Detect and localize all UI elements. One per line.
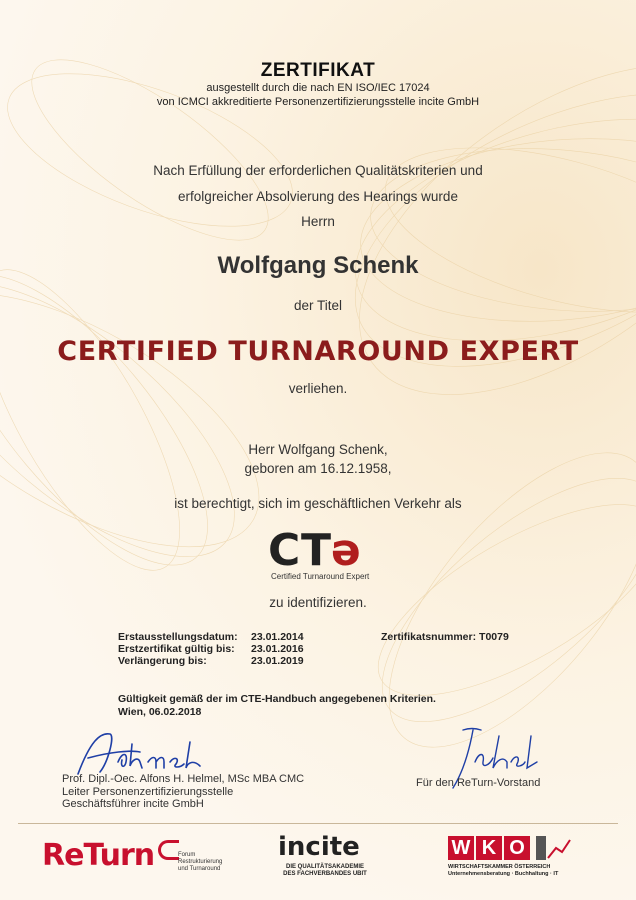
wko-logo [448, 836, 576, 886]
renewal-label: Verlängerung bis: [118, 655, 207, 667]
wko-logo-sub-1: WIRTSCHAFTSKAMMER ÖSTERREICH [448, 864, 551, 870]
return-logo [42, 838, 223, 882]
renewal-value: 23.01.2019 [251, 655, 304, 667]
left-signatory-role-2: Geschäftsführer incite GmbH [62, 798, 204, 810]
return-logo-wordmark: ReTurn [42, 838, 155, 873]
wko-letter-w: W [448, 836, 474, 860]
footer-divider [18, 823, 618, 824]
awarded-text: verliehen. [288, 381, 348, 396]
left-signatory-role-1: Leiter Personenzertifizierungsstelle [62, 785, 234, 798]
statement-line-1: Herr Wolfgang Schenk, [248, 442, 388, 457]
chart-line-icon [536, 836, 572, 862]
statement-line-4: zu identifizieren. [269, 595, 367, 610]
issue-date-value: 23.01.2014 [251, 631, 304, 643]
issuer-line-1: ausgestellt durch die nach EN ISO/IEC 17024 [206, 82, 430, 94]
return-logo-sub-2: Restrukturierung [178, 859, 223, 865]
intro-line-3: Herrn [301, 214, 335, 229]
incite-logo-wordmark: incite [278, 832, 360, 862]
certificate-number [381, 631, 509, 643]
place-date: Wien, 06.02.2018 [118, 706, 202, 718]
certificate-details [118, 631, 304, 667]
issuer-line-2: von ICMCI akkreditierte Personenzertifizierungsstelle incite GmbH [156, 96, 480, 108]
wko-logo-sub-2: Unternehmensberatung · Buchhaltung · IT [448, 871, 559, 877]
statement-line-2: geboren am 16.12.1958, [244, 461, 392, 476]
svg-text:C: C [268, 525, 299, 576]
issue-date-label: Erstausstellungsdatum: [118, 631, 238, 643]
left-signatory [62, 773, 304, 811]
valid-until-label: Erstzertifikat gültig bis: [118, 643, 235, 655]
left-signatory-name: Prof. Dipl.-Oec. Alfons H. Helmel, MSc MBA CMC [62, 773, 305, 785]
valid-until-value: 23.01.2016 [251, 643, 304, 655]
recipient-name: Wolfgang Schenk [217, 252, 419, 279]
svg-text:T: T [301, 525, 332, 576]
cte-tagline: Certified Turnaround Expert [271, 572, 370, 581]
return-logo-sub-1: Forum [178, 852, 196, 858]
incite-logo [272, 832, 378, 884]
validity-note: Gültigkeit gemäß der im CTE-Handbuch angegebenen Kriterien. [118, 693, 436, 705]
return-logo-mark [158, 840, 179, 860]
intro-line-2: erfolgreicher Absolvierung des Hearings wurde [178, 189, 458, 204]
return-logo-sub-3: und Turnaround [178, 866, 221, 872]
certificate-number-label: Zertifikatsnummer: [381, 631, 477, 643]
statement-line-3: ist berechtigt, sich im geschäftlichen Verkehr als [174, 496, 462, 511]
svg-text:ə: ə [331, 525, 361, 576]
wko-letter-o: O [504, 836, 530, 860]
certificate-number-value: T0079 [479, 631, 509, 643]
wko-letter-k: K [476, 836, 502, 860]
incite-logo-sub-1: DIE QUALITÄTSAKADEMIE [286, 864, 364, 870]
right-signatory: Für den ReTurn-Vorstand [416, 777, 541, 789]
incite-logo-sub-2: DES FACHVERBANDES UBIT [283, 871, 367, 877]
certificate-heading: ZERTIFIKAT [260, 60, 376, 81]
title-intro: der Titel [293, 298, 343, 313]
certificate-title: CERTIFIED TURNAROUND EXPERT [57, 336, 579, 367]
intro-line-1: Nach Erfüllung der erforderlichen Qualitätskriterien und [153, 163, 483, 178]
